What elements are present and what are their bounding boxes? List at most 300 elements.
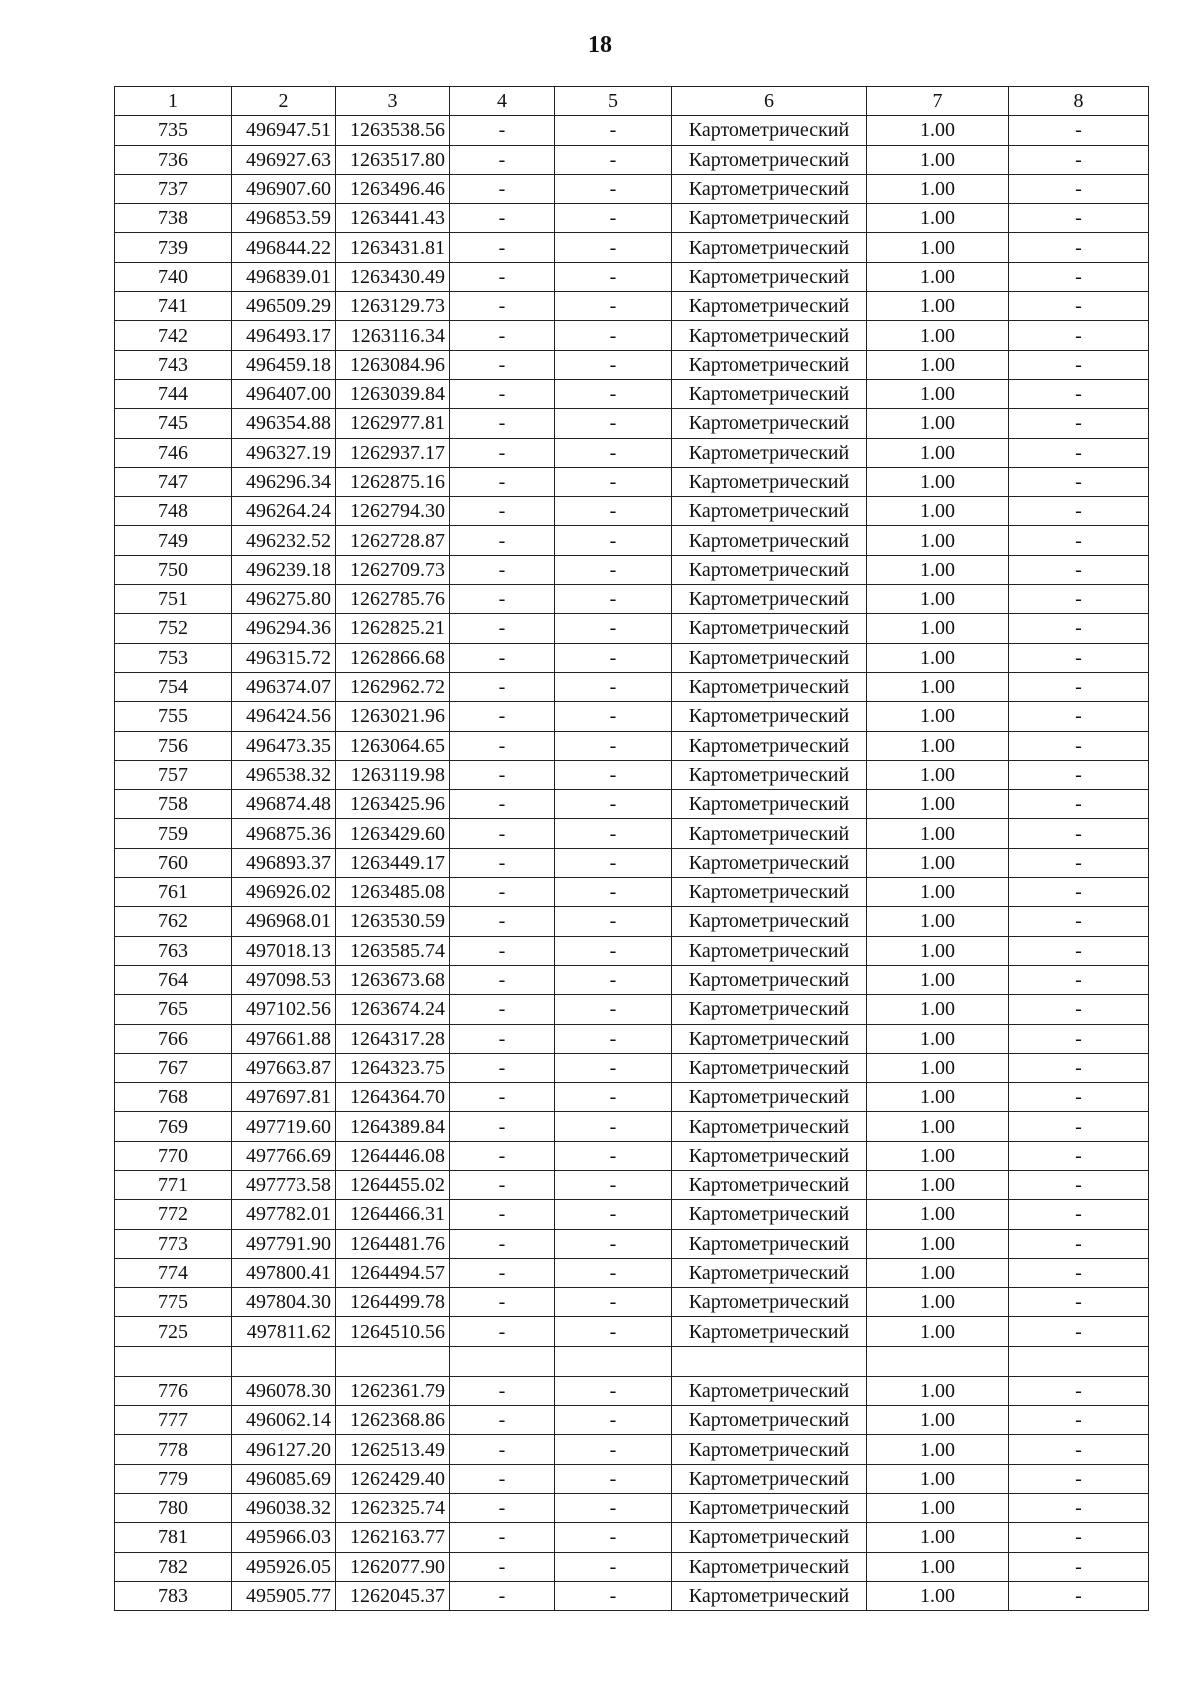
table-cell: -	[450, 409, 555, 438]
table-cell: 767	[115, 1053, 232, 1082]
table-row	[115, 585, 1149, 614]
table-row	[115, 1112, 1149, 1141]
table-cell: 1264364.70	[336, 1083, 450, 1112]
table-row	[115, 1376, 1149, 1405]
table-cell: 496459.18	[232, 350, 336, 379]
table-cell: 1.00	[867, 1581, 1009, 1610]
table-cell: 1.00	[867, 965, 1009, 994]
table-cell: 497811.62	[232, 1317, 336, 1346]
table-cell: 777	[115, 1406, 232, 1435]
table-cell	[336, 1346, 450, 1376]
table-cell: 1.00	[867, 1464, 1009, 1493]
table-cell: 496232.52	[232, 526, 336, 555]
table-cell: 750	[115, 555, 232, 584]
table-cell: 496085.69	[232, 1464, 336, 1493]
table-row	[115, 467, 1149, 496]
column-header-3: 3	[336, 87, 450, 116]
table-cell: 751	[115, 585, 232, 614]
table-cell: -	[1009, 1200, 1149, 1229]
table-cell: -	[1009, 174, 1149, 203]
table-cell: 1.00	[867, 379, 1009, 408]
table-cell: -	[450, 350, 555, 379]
table-cell: 1263441.43	[336, 204, 450, 233]
table-cell: 1.00	[867, 1552, 1009, 1581]
table-cell: 1.00	[867, 497, 1009, 526]
column-header-5: 5	[555, 87, 672, 116]
table-cell: Картометрический	[672, 1523, 867, 1552]
table-cell: 1.00	[867, 907, 1009, 936]
table-row	[115, 438, 1149, 467]
table-cell: 1262825.21	[336, 614, 450, 643]
table-cell: -	[450, 1258, 555, 1287]
table-row	[115, 965, 1149, 994]
table-cell: 742	[115, 321, 232, 350]
table-cell: -	[555, 848, 672, 877]
table-cell: 741	[115, 292, 232, 321]
table-cell: -	[450, 1464, 555, 1493]
table-cell: Картометрический	[672, 907, 867, 936]
table-cell: Картометрический	[672, 760, 867, 789]
table-cell: -	[450, 790, 555, 819]
column-header-7: 7	[867, 87, 1009, 116]
table-cell: Картометрический	[672, 731, 867, 760]
table-cell: 497018.13	[232, 936, 336, 965]
table-cell: -	[555, 379, 672, 408]
table-cell: Картометрический	[672, 1581, 867, 1610]
table-cell: 1.00	[867, 204, 1009, 233]
table-cell: Картометрический	[672, 1200, 867, 1229]
table-cell: 1262709.73	[336, 555, 450, 584]
table-cell: Картометрический	[672, 1083, 867, 1112]
table-cell: 744	[115, 379, 232, 408]
table-cell: 763	[115, 936, 232, 965]
table-cell: 778	[115, 1435, 232, 1464]
table-row	[115, 848, 1149, 877]
column-header-8: 8	[1009, 87, 1149, 116]
table-cell: 1264389.84	[336, 1112, 450, 1141]
table-cell: -	[555, 1258, 672, 1287]
table-cell: 1262866.68	[336, 643, 450, 672]
table-cell: 749	[115, 526, 232, 555]
table-cell: -	[1009, 1376, 1149, 1405]
table-row	[115, 497, 1149, 526]
table-cell: -	[555, 350, 672, 379]
table-header	[115, 87, 1149, 116]
table-row	[115, 526, 1149, 555]
table-cell: 1262045.37	[336, 1581, 450, 1610]
table-cell: 496907.60	[232, 174, 336, 203]
table-cell: -	[450, 936, 555, 965]
table-cell: -	[555, 1317, 672, 1346]
table-cell: 1.00	[867, 350, 1009, 379]
table-row	[115, 204, 1149, 233]
table-cell: 1264494.57	[336, 1258, 450, 1287]
table-cell: -	[450, 1552, 555, 1581]
table-cell: -	[555, 1288, 672, 1317]
table-cell: -	[555, 1083, 672, 1112]
table-cell: -	[1009, 1053, 1149, 1082]
table-cell: Картометрический	[672, 233, 867, 262]
table-cell: 496062.14	[232, 1406, 336, 1435]
table-row	[115, 1141, 1149, 1170]
table-cell: -	[1009, 643, 1149, 672]
table-row	[115, 1581, 1149, 1610]
table-cell: -	[1009, 702, 1149, 731]
table-cell: -	[450, 438, 555, 467]
table-cell: -	[555, 585, 672, 614]
table-cell: -	[555, 1406, 672, 1435]
table-cell: -	[555, 174, 672, 203]
table-cell: 1263425.96	[336, 790, 450, 819]
table-cell: Картометрический	[672, 145, 867, 174]
table-row	[115, 555, 1149, 584]
table-row	[115, 1317, 1149, 1346]
table-cell: 737	[115, 174, 232, 203]
table-cell: 754	[115, 672, 232, 701]
table-cell: -	[555, 1170, 672, 1199]
table-cell: -	[555, 936, 672, 965]
table-cell: 759	[115, 819, 232, 848]
table-row	[115, 907, 1149, 936]
table-cell: 1.00	[867, 1258, 1009, 1287]
table-cell: 496424.56	[232, 702, 336, 731]
table-cell: -	[450, 262, 555, 291]
table-cell: -	[450, 907, 555, 936]
table-cell: Картометрический	[672, 204, 867, 233]
table-cell: -	[1009, 292, 1149, 321]
table-cell: 1.00	[867, 1288, 1009, 1317]
table-cell: 496947.51	[232, 116, 336, 145]
table-row	[115, 145, 1149, 174]
table-row	[115, 379, 1149, 408]
table-cell: Картометрический	[672, 1435, 867, 1464]
table-cell	[555, 1346, 672, 1376]
table-cell: -	[450, 1053, 555, 1082]
table-cell: -	[1009, 1464, 1149, 1493]
table-cell: Картометрический	[672, 1317, 867, 1346]
table-cell: -	[450, 672, 555, 701]
table-cell: 1263496.46	[336, 174, 450, 203]
table-cell: 1264317.28	[336, 1024, 450, 1053]
table-cell: -	[555, 1464, 672, 1493]
table-row	[115, 1024, 1149, 1053]
table-cell: -	[555, 819, 672, 848]
table-cell: 769	[115, 1112, 232, 1141]
table-cell: 1.00	[867, 1200, 1009, 1229]
table-cell: -	[555, 672, 672, 701]
table-cell: -	[450, 819, 555, 848]
table-cell: 1.00	[867, 174, 1009, 203]
table-cell: -	[450, 1317, 555, 1346]
table-cell: 1263449.17	[336, 848, 450, 877]
table-cell: 497804.30	[232, 1288, 336, 1317]
table-cell: 1264323.75	[336, 1053, 450, 1082]
table-cell: 1.00	[867, 702, 1009, 731]
table-cell: Картометрический	[672, 1493, 867, 1522]
table-cell: -	[1009, 1141, 1149, 1170]
table-cell: 1.00	[867, 1141, 1009, 1170]
table-cell: 783	[115, 1581, 232, 1610]
table-cell: -	[1009, 467, 1149, 496]
table-cell: 1263538.56	[336, 116, 450, 145]
table-row	[115, 760, 1149, 789]
table-cell: -	[555, 965, 672, 994]
table-cell: Картометрический	[672, 1376, 867, 1405]
table-row	[115, 233, 1149, 262]
table-spacer-row	[115, 1346, 1149, 1376]
table-cell: 1.00	[867, 1376, 1009, 1405]
table-cell: 495966.03	[232, 1523, 336, 1552]
table-cell: -	[555, 1493, 672, 1522]
table-cell: -	[1009, 1523, 1149, 1552]
table-cell: 1262785.76	[336, 585, 450, 614]
table-cell: -	[450, 965, 555, 994]
table-cell: 497098.53	[232, 965, 336, 994]
table-cell: Картометрический	[672, 379, 867, 408]
table-row	[115, 1170, 1149, 1199]
table-row	[115, 1523, 1149, 1552]
table-cell: 762	[115, 907, 232, 936]
table-cell: 782	[115, 1552, 232, 1581]
table-cell: 1.00	[867, 643, 1009, 672]
table-cell: Картометрический	[672, 1406, 867, 1435]
table-cell: 745	[115, 409, 232, 438]
table-cell: 1263430.49	[336, 262, 450, 291]
table-cell: Картометрический	[672, 174, 867, 203]
table-row	[115, 790, 1149, 819]
table-cell: -	[450, 585, 555, 614]
table-cell: -	[1009, 262, 1149, 291]
table-cell: 1264499.78	[336, 1288, 450, 1317]
table-cell: -	[1009, 731, 1149, 760]
table-cell: -	[1009, 1170, 1149, 1199]
table-cell: -	[555, 1523, 672, 1552]
table-cell: -	[450, 467, 555, 496]
table-cell: -	[450, 848, 555, 877]
table-cell: 775	[115, 1288, 232, 1317]
table-cell: -	[450, 643, 555, 672]
table-cell: 1.00	[867, 1317, 1009, 1346]
table-cell: -	[1009, 350, 1149, 379]
table-cell: Картометрический	[672, 614, 867, 643]
table-cell: -	[450, 1170, 555, 1199]
table-cell: Картометрический	[672, 409, 867, 438]
table-cell: 755	[115, 702, 232, 731]
table-cell: -	[555, 790, 672, 819]
table-cell: -	[555, 1024, 672, 1053]
table-cell: 758	[115, 790, 232, 819]
table-cell: Картометрический	[672, 262, 867, 291]
table-row	[115, 1435, 1149, 1464]
table-cell: -	[450, 1083, 555, 1112]
table-cell: Картометрический	[672, 819, 867, 848]
table-cell: -	[555, 145, 672, 174]
coordinates-table	[114, 86, 1149, 1611]
table-cell: 497791.90	[232, 1229, 336, 1258]
table-cell: -	[555, 1053, 672, 1082]
table-cell: -	[1009, 1435, 1149, 1464]
table-cell: Картометрический	[672, 702, 867, 731]
table-cell: -	[1009, 1288, 1149, 1317]
table-cell: -	[1009, 1406, 1149, 1435]
table-cell: -	[555, 233, 672, 262]
table-cell: 1.00	[867, 145, 1009, 174]
table-cell: 1.00	[867, 116, 1009, 145]
table-cell: -	[450, 1493, 555, 1522]
table-cell: 1.00	[867, 1229, 1009, 1258]
table-cell: 1.00	[867, 555, 1009, 584]
table-cell: 1.00	[867, 614, 1009, 643]
table-cell: -	[555, 1112, 672, 1141]
table-cell: 1.00	[867, 848, 1009, 877]
table-cell: -	[450, 1523, 555, 1552]
table-row	[115, 409, 1149, 438]
table-cell: 1263517.80	[336, 145, 450, 174]
table-cell: 1264446.08	[336, 1141, 450, 1170]
table-cell: -	[450, 1229, 555, 1258]
table-cell: 1.00	[867, 1523, 1009, 1552]
table-cell: 1262937.17	[336, 438, 450, 467]
table-cell: 756	[115, 731, 232, 760]
table-cell: -	[450, 497, 555, 526]
table-cell: -	[450, 116, 555, 145]
table-cell: Картометрический	[672, 438, 867, 467]
table-cell: 496127.20	[232, 1435, 336, 1464]
table-cell: 496874.48	[232, 790, 336, 819]
table-cell: -	[1009, 907, 1149, 936]
table-cell: 1262728.87	[336, 526, 450, 555]
column-header-4: 4	[450, 87, 555, 116]
table-cell: 1263585.74	[336, 936, 450, 965]
table-cell: -	[450, 379, 555, 408]
table-cell: -	[1009, 936, 1149, 965]
table-cell: 496264.24	[232, 497, 336, 526]
table-row	[115, 174, 1149, 203]
table-cell: Картометрический	[672, 1258, 867, 1287]
table-cell: -	[555, 1581, 672, 1610]
table-cell: 496374.07	[232, 672, 336, 701]
table-cell: 497697.81	[232, 1083, 336, 1112]
table-cell: 1.00	[867, 262, 1009, 291]
table-row	[115, 1464, 1149, 1493]
table-cell: -	[1009, 1112, 1149, 1141]
table-cell: 496078.30	[232, 1376, 336, 1405]
table-cell: -	[1009, 878, 1149, 907]
table-cell: Картометрический	[672, 878, 867, 907]
table-cell: Картометрический	[672, 585, 867, 614]
table-cell: -	[555, 907, 672, 936]
table-cell: -	[555, 760, 672, 789]
table-cell: 496315.72	[232, 643, 336, 672]
table-cell: -	[555, 262, 672, 291]
table-cell	[232, 1346, 336, 1376]
table-cell: 736	[115, 145, 232, 174]
table-cell: 1262875.16	[336, 467, 450, 496]
table-cell: 738	[115, 204, 232, 233]
table-row	[115, 1288, 1149, 1317]
table-cell: 764	[115, 965, 232, 994]
column-header-2: 2	[232, 87, 336, 116]
table-cell: -	[450, 1435, 555, 1464]
table-cell: 757	[115, 760, 232, 789]
table-cell: 1263119.98	[336, 760, 450, 789]
table-cell: -	[555, 497, 672, 526]
table-cell: Картометрический	[672, 643, 867, 672]
table-cell: Картометрический	[672, 936, 867, 965]
table-cell: -	[555, 702, 672, 731]
table-cell: 1.00	[867, 672, 1009, 701]
table-cell: -	[1009, 321, 1149, 350]
table-cell: 1262513.49	[336, 1435, 450, 1464]
table-cell: 496893.37	[232, 848, 336, 877]
table-cell: -	[450, 1024, 555, 1053]
table-cell: 1263530.59	[336, 907, 450, 936]
table-cell: 1263431.81	[336, 233, 450, 262]
table-cell: -	[1009, 233, 1149, 262]
table-cell: -	[555, 321, 672, 350]
table-cell: 497102.56	[232, 995, 336, 1024]
table-cell: 1.00	[867, 1083, 1009, 1112]
table-cell: 496538.32	[232, 760, 336, 789]
table-cell: -	[555, 1552, 672, 1581]
table-cell: -	[450, 1406, 555, 1435]
table-cell: 735	[115, 116, 232, 145]
table-cell: 497782.01	[232, 1200, 336, 1229]
table-row	[115, 1493, 1149, 1522]
table-cell: 496296.34	[232, 467, 336, 496]
table-cell: 1.00	[867, 731, 1009, 760]
table-cell: -	[555, 555, 672, 584]
table-cell: 1.00	[867, 585, 1009, 614]
table-cell: -	[555, 116, 672, 145]
table-cell: 497661.88	[232, 1024, 336, 1053]
table-cell: -	[1009, 614, 1149, 643]
table-cell: 1.00	[867, 438, 1009, 467]
table-cell: -	[1009, 1493, 1149, 1522]
table-cell: 766	[115, 1024, 232, 1053]
table-cell: Картометрический	[672, 350, 867, 379]
table-cell: 1263129.73	[336, 292, 450, 321]
table-cell: 496493.17	[232, 321, 336, 350]
table-cell: 496239.18	[232, 555, 336, 584]
table-cell: 1.00	[867, 1024, 1009, 1053]
table-row	[115, 643, 1149, 672]
table-row	[115, 731, 1149, 760]
table-cell: 1263039.84	[336, 379, 450, 408]
table-cell: Картометрический	[672, 1464, 867, 1493]
table-cell: 496839.01	[232, 262, 336, 291]
table-cell: 1.00	[867, 233, 1009, 262]
table-cell: 497663.87	[232, 1053, 336, 1082]
table-cell: 1263429.60	[336, 819, 450, 848]
table-cell: 496275.80	[232, 585, 336, 614]
table-cell: 1262794.30	[336, 497, 450, 526]
table-cell: 748	[115, 497, 232, 526]
table-cell: 1262325.74	[336, 1493, 450, 1522]
table-cell: -	[1009, 526, 1149, 555]
table-cell: 1.00	[867, 467, 1009, 496]
table-cell: 771	[115, 1170, 232, 1199]
table-cell: -	[555, 526, 672, 555]
table-cell: -	[450, 145, 555, 174]
table-cell: -	[555, 995, 672, 1024]
table-cell: 1.00	[867, 936, 1009, 965]
table-row	[115, 1053, 1149, 1082]
table-cell: -	[555, 731, 672, 760]
table-cell: -	[555, 1435, 672, 1464]
table-cell: 743	[115, 350, 232, 379]
table-cell: -	[1009, 145, 1149, 174]
